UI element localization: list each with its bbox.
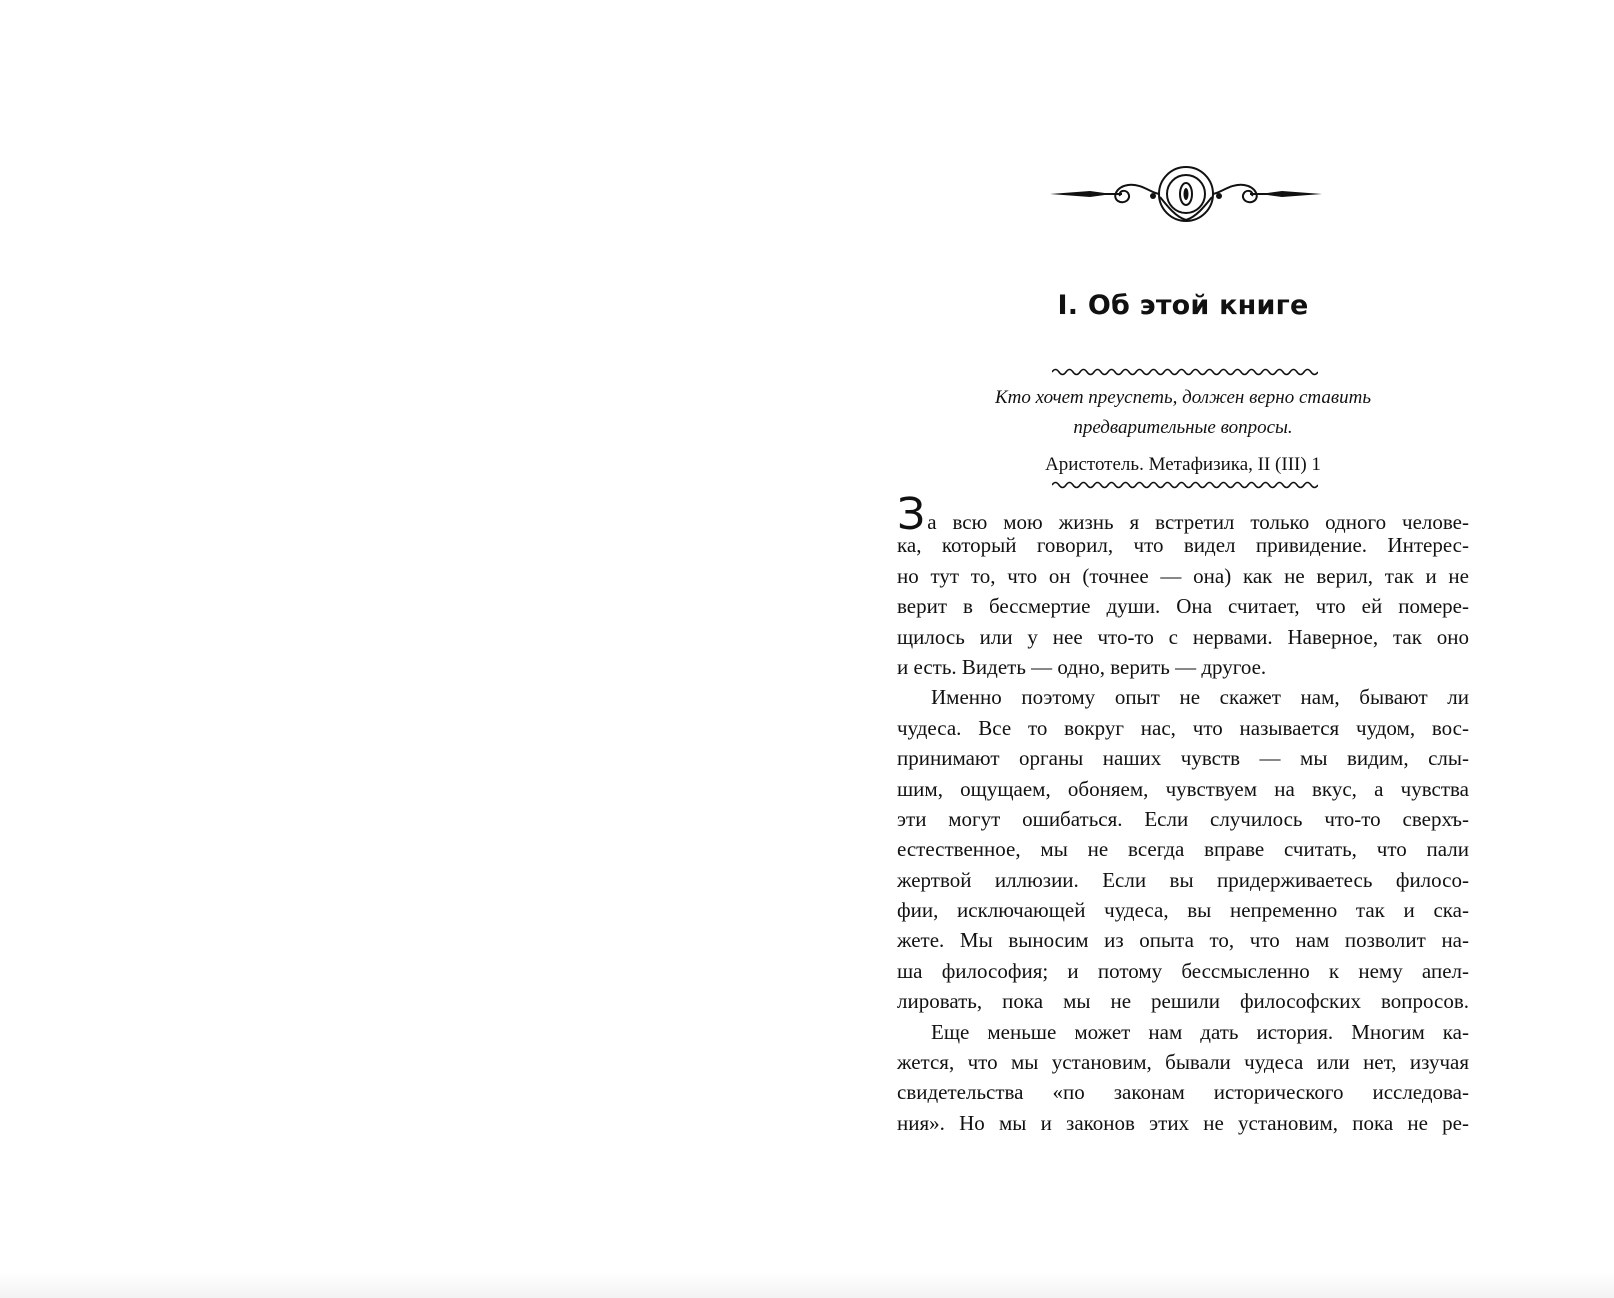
- body-line: [897, 489, 1469, 540]
- epigraph-line: Кто хочет преуспеть, должен верно ставить: [995, 387, 1371, 408]
- wave-divider-icon: [1052, 479, 1318, 491]
- body-line: шим, ощущаем, обоняем, чувствуем на вкус, а чувства: [897, 776, 1469, 801]
- body-line: эти могут ошибаться. Если случилось что-то сверхъ-: [897, 806, 1469, 831]
- body-line: жется, что мы установим, бывали чудеса или нет, изучая: [897, 1050, 1469, 1075]
- body-line: жертвой иллюзии. Если вы придерживаетесь филосо-: [897, 867, 1469, 892]
- body-line: чудеса. Все то вокруг нас, что называется чудом, вос-: [897, 715, 1469, 740]
- body-line: фии, исключающей чудеса, вы непременно так и ска-: [897, 898, 1469, 923]
- epigraph: [897, 384, 1469, 478]
- body-line: Именно поэтому опыт не скажет нам, бывают ли: [931, 685, 1469, 710]
- page-bottom-shade: [0, 1272, 1614, 1298]
- body-line: свидетельства «по законам исторического исследова-: [897, 1080, 1469, 1105]
- body-line: и есть. Видеть — одно, верить — другое.: [897, 654, 1267, 679]
- body-line: но тут то, что он (точнее — она) как не верил, так и не: [897, 563, 1469, 588]
- body-line: жете. Мы выносим из опыта то, что нам позволит на-: [897, 928, 1469, 953]
- body-line: ка, который говорил, что видел привидение. Интерес-: [897, 533, 1469, 558]
- body-line: Еще меньше может нам дать история. Многим ка-: [931, 1019, 1469, 1044]
- body-line: щилось или у нее что-то с нервами. Наверное, так оно: [897, 624, 1469, 649]
- dropcap: З: [897, 489, 926, 540]
- epigraph-source: Аристотель. Метафизика, II (III) 1: [1045, 453, 1321, 475]
- body-line: естественное, мы не всегда вправе считать, что пали: [897, 837, 1469, 862]
- body-line: лировать, пока мы не решили философских вопросов.: [897, 989, 1469, 1014]
- body-line: верит в бессмертие души. Она считает, что ей помере-: [897, 594, 1469, 619]
- epigraph-text: [897, 384, 1469, 445]
- body-text: [897, 489, 1469, 1138]
- ornament-icon: [1050, 163, 1322, 233]
- body-line: ния». Но мы и законов этих не установим, пока не ре-: [897, 1110, 1469, 1135]
- body-line: ша философия; и потому бессмысленно к нему апел-: [897, 958, 1469, 983]
- body-line: принимают органы наших чувств — мы видим, слы-: [897, 746, 1469, 771]
- epigraph-line: предварительные вопросы.: [1073, 417, 1293, 439]
- chapter-title: I. Об этой книге: [1057, 290, 1309, 321]
- body-line-text: а всю мою жизнь я встретил только одного челове-: [927, 510, 1469, 534]
- wave-divider-icon: [1052, 366, 1318, 378]
